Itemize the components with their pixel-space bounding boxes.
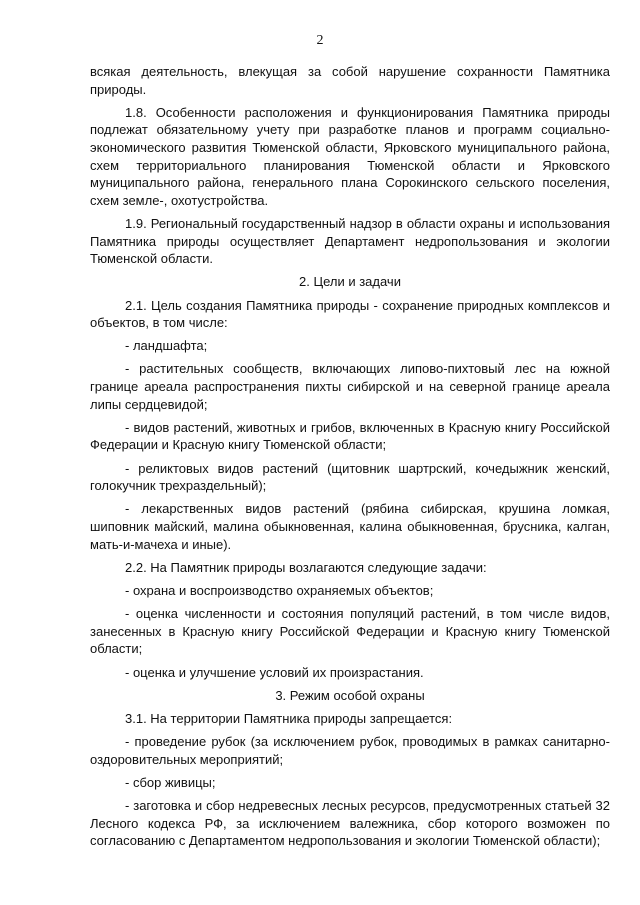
section-heading: 3. Режим особой охраны	[275, 687, 425, 703]
paragraph: 2.1. Цель создания Памятника природы - сохранение природных комплексов и объектов, в том числе:	[90, 297, 610, 331]
paragraph: всякая деятельность, влекущая за собой нарушение сохранности Памятника природы.	[90, 64, 610, 97]
paragraph: 1.9. Региональный государственный надзор в области охраны и использования Памятника природы осуществляет Департамент недропользования и экологии Тюменской области.	[90, 215, 610, 267]
paragraph: 3.1. На территории Памятника природы запрещается:	[125, 710, 453, 726]
paragraph: - видов растений, животных и грибов, включенных в Красную книгу Российской Федерации и Красную книгу Тюменской области;	[90, 419, 610, 453]
paragraph: - заготовка и сбор недревесных лесных ресурсов, предусмотренных статьей 32 Лесного кодекса РФ, за исключением валежника, сбор которого возможен по согласованию с Департаментом недропользования и экологии Тюменской области);	[90, 798, 610, 849]
paragraph: - оценка численности и состояния популяций растений, в том числе видов, занесенных в Красную книгу Российской Федерации и Красную книгу Тюменской области;	[90, 606, 610, 657]
paragraph: 2.2. На Памятник природы возлагаются следующие задачи:	[125, 559, 487, 575]
paragraph: - лекарственных видов растений (рябина сибирская, крушина ломкая, шиповник майский, малина обыкновенная, калина обыкновенная, брусника, калган, мать-и-мачеха и иные).	[90, 501, 610, 552]
paragraph: - проведение рубок (за исключением рубок, проводимых в рамках санитарно-оздоровительных мероприятий;	[90, 734, 610, 767]
paragraph: - сбор живицы;	[125, 774, 216, 790]
paragraph: - охрана и воспроизводство охраняемых объектов;	[125, 582, 434, 598]
paragraph: - ландшафта;	[125, 338, 208, 354]
document-body	[90, 63, 610, 855]
section-heading: 2. Цели и задачи	[299, 274, 401, 290]
paragraph: 1.8. Особенности расположения и функционирования Памятника природы подлежат обязательному учету при разработке планов и программ социально-экономического развития Тюменской области, Ярковского муниципального района, схем территориального планирования Тюменской области и Ярковского муниципального района, генерального плана Сорокинского сельского поселения, схем земле-, охотустройства.	[90, 104, 610, 208]
page-number: 2	[316, 33, 324, 48]
paragraph: - растительных сообществ, включающих липово-пихтовый лес на южной границе ареала распространения пихты сибирской и на северной границе ареала липы сердцевидой;	[90, 361, 610, 412]
paragraph: - оценка и улучшение условий их произрастания.	[125, 664, 424, 680]
paragraph: - реликтовых видов растений (щитовник шартрский, кочедыжник женский, голокучник трехраздельный);	[90, 460, 610, 494]
